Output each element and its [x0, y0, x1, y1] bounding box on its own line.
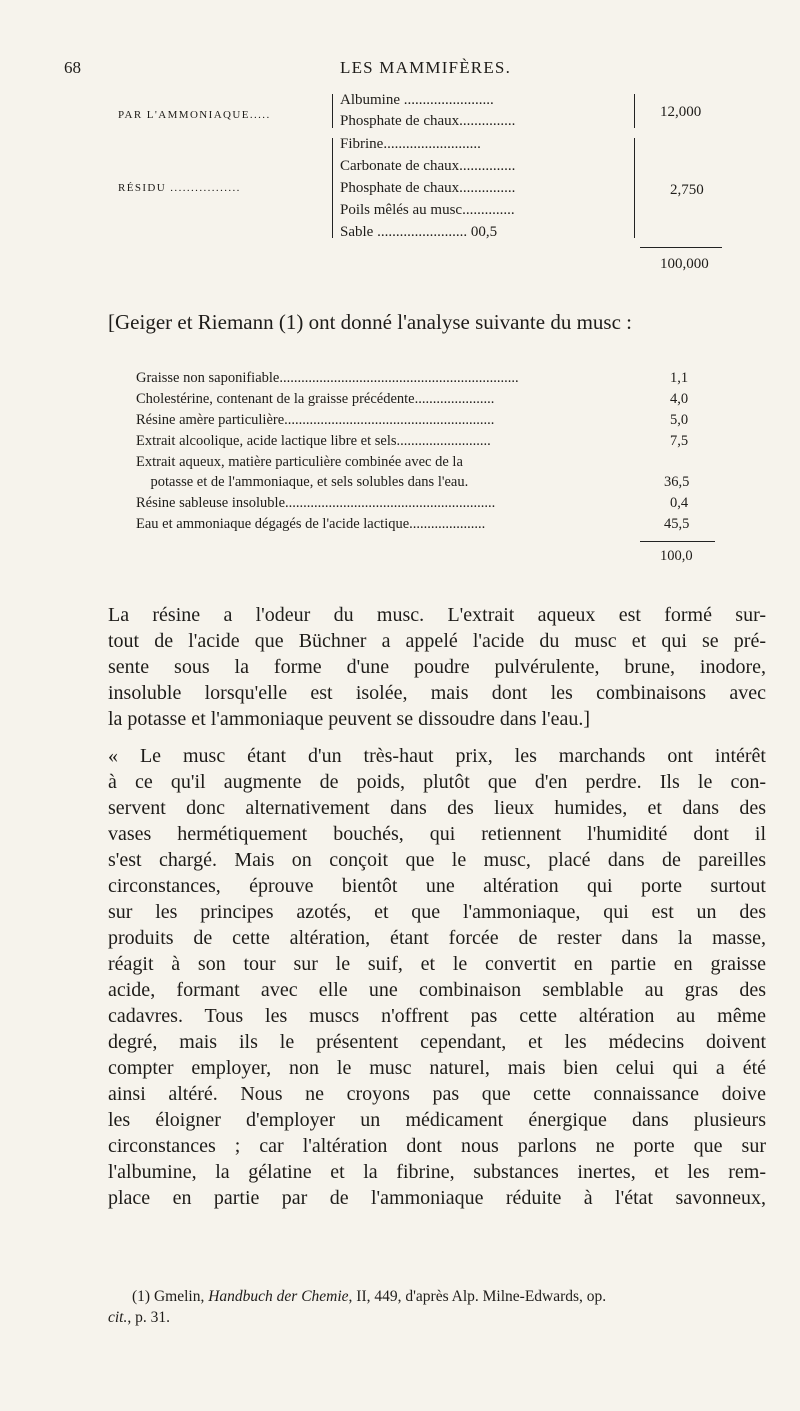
table-value: 36,5 [664, 474, 690, 490]
text-line: degré, mais ils le présentent cependant, et les médecins doivent [108, 1031, 766, 1053]
text-line: les éloigner d'employer un médicament énergique dans plusieurs [108, 1109, 766, 1131]
table-row: Extrait alcoolique, acide lactique libre et sels.......................... [136, 433, 491, 449]
right-brace [634, 138, 635, 238]
table-total: 100,0 [660, 548, 693, 564]
sum-rule [640, 541, 715, 542]
table-value: 4,0 [670, 391, 689, 407]
text-line: l'albumine, la gélatine et la fibrine, substances inertes, et les rem- [108, 1161, 766, 1183]
text-line: sente sous la forme d'une poudre pulvérulente, brune, inodore, [108, 656, 766, 678]
footnote-rest: , II, 449, d'après Alp. Milne-Edwards, op. [348, 1288, 607, 1305]
footnote-title: Handbuch der Chemie [208, 1288, 349, 1305]
text-line: ainsi altéré. Nous ne croyons pas que cette connaissance doive [108, 1083, 766, 1105]
table-row: Graisse non saponifiable.................................................................. [136, 370, 519, 386]
text-line: compter employer, non le musc naturel, mais bien celui qui a été [108, 1057, 766, 1079]
footnote-line [108, 1309, 170, 1326]
text-line: tout de l'acide que Büchner a appelé l'acide du musc et qui se pré- [108, 630, 766, 652]
text-line: place en partie par de l'ammoniaque réduite à l'état savonneux, [108, 1187, 766, 1209]
text-line: La résine a l'odeur du musc. L'extrait aqueux est formé sur- [108, 604, 766, 626]
text-line: sur les principes azotés, et que l'ammoniaque, qui est un des [108, 901, 766, 923]
footnote-marker: (1) Gmelin, [132, 1288, 209, 1305]
table-value: 7,5 [670, 433, 689, 449]
footnote-cit: cit. [108, 1309, 128, 1326]
intro-line: [Geiger et Riemann (1) ont donné l'analyse suivante du musc : [108, 310, 632, 334]
table-row: Phosphate de chaux............... [340, 113, 516, 129]
table-row: potasse et de l'ammoniaque, et sels solubles dans l'eau. [136, 474, 469, 490]
table-total: 100,000 [660, 256, 709, 272]
table-row: Fibrine.......................... [340, 136, 481, 152]
text-line: circonstances, éprouve bientôt une altération qui porte surtout [108, 875, 766, 897]
text-line: s'est chargé. Mais on conçoit que le musc, placé dans de pareilles [108, 849, 766, 871]
table-row: Phosphate de chaux............... [340, 180, 516, 196]
table-row: Poils mêlés au musc.............. [340, 202, 515, 218]
table-row: Eau et ammoniaque dégagés de l'acide lactique..................... [136, 516, 486, 532]
text-line: vases hermétiquement bouchés, qui retiennent l'humidité dont il [108, 823, 766, 845]
sum-rule [640, 247, 722, 248]
text-line: circonstances ; car l'altération dont nous parlons ne porte que sur [108, 1135, 766, 1157]
footnote-line [108, 1286, 766, 1307]
running-title: LES MAMMIFÈRES. [340, 58, 512, 77]
group-label-ammoniaque: PAR L'AMMONIAQUE..... [118, 109, 271, 121]
text-line: la potasse et l'ammoniaque peuvent se dissoudre dans l'eau.] [108, 708, 591, 730]
table-row: Résine sableuse insoluble.......................................................... [136, 495, 496, 511]
footnote [108, 1286, 766, 1328]
text-line: « Le musc étant d'un très-haut prix, les marchands ont intérêt [108, 745, 766, 767]
text-line: cadavres. Tous les muscs n'offrent pas cette altération au même [108, 1005, 766, 1027]
paragraph-2 [108, 743, 766, 1211]
paragraph-1 [108, 602, 766, 732]
left-brace [332, 138, 333, 238]
table-row: Cholestérine, contenant de la graisse précédente...................... [136, 391, 495, 407]
table-row: Résine amère particulière.......................................................... [136, 412, 495, 428]
group-label-residu: RÉSIDU ................. [118, 182, 241, 194]
text-line: produits de cette altération, étant forcée de rester dans la masse, [108, 927, 766, 949]
table-row: Sable ........................ 00,5 [340, 224, 498, 240]
table-row: Extrait aqueux, matière particulière combinée avec de la [136, 454, 463, 470]
left-brace [332, 94, 333, 128]
footnote-page: , p. 31. [127, 1309, 170, 1326]
text-line: acide, formant avec elle une combinaison semblable au gras des [108, 979, 766, 1001]
text-line: à ce qu'il augmente de poids, plutôt que d'en perdre. Ils le con- [108, 771, 766, 793]
table-row: Carbonate de chaux............... [340, 158, 516, 174]
text-line: servent donc alternativement dans des lieux humides, et dans des [108, 797, 766, 819]
table-value: 1,1 [670, 370, 689, 386]
table-row: Albumine ........................ [340, 92, 494, 108]
table-value: 0,4 [670, 495, 689, 511]
table-value: 5,0 [670, 412, 689, 428]
right-brace [634, 94, 635, 128]
page-number: 68 [64, 58, 81, 77]
analysis-table-1 [0, 0, 800, 290]
text-line: réagit à son tour sur le suif, et le convertit en partie en graisse [108, 953, 766, 975]
group-value: 12,000 [660, 104, 702, 120]
text-line: insoluble lorsqu'elle est isolée, mais dont les combinaisons avec [108, 682, 766, 704]
table-value: 45,5 [664, 516, 690, 532]
group-value: 2,750 [670, 182, 704, 198]
